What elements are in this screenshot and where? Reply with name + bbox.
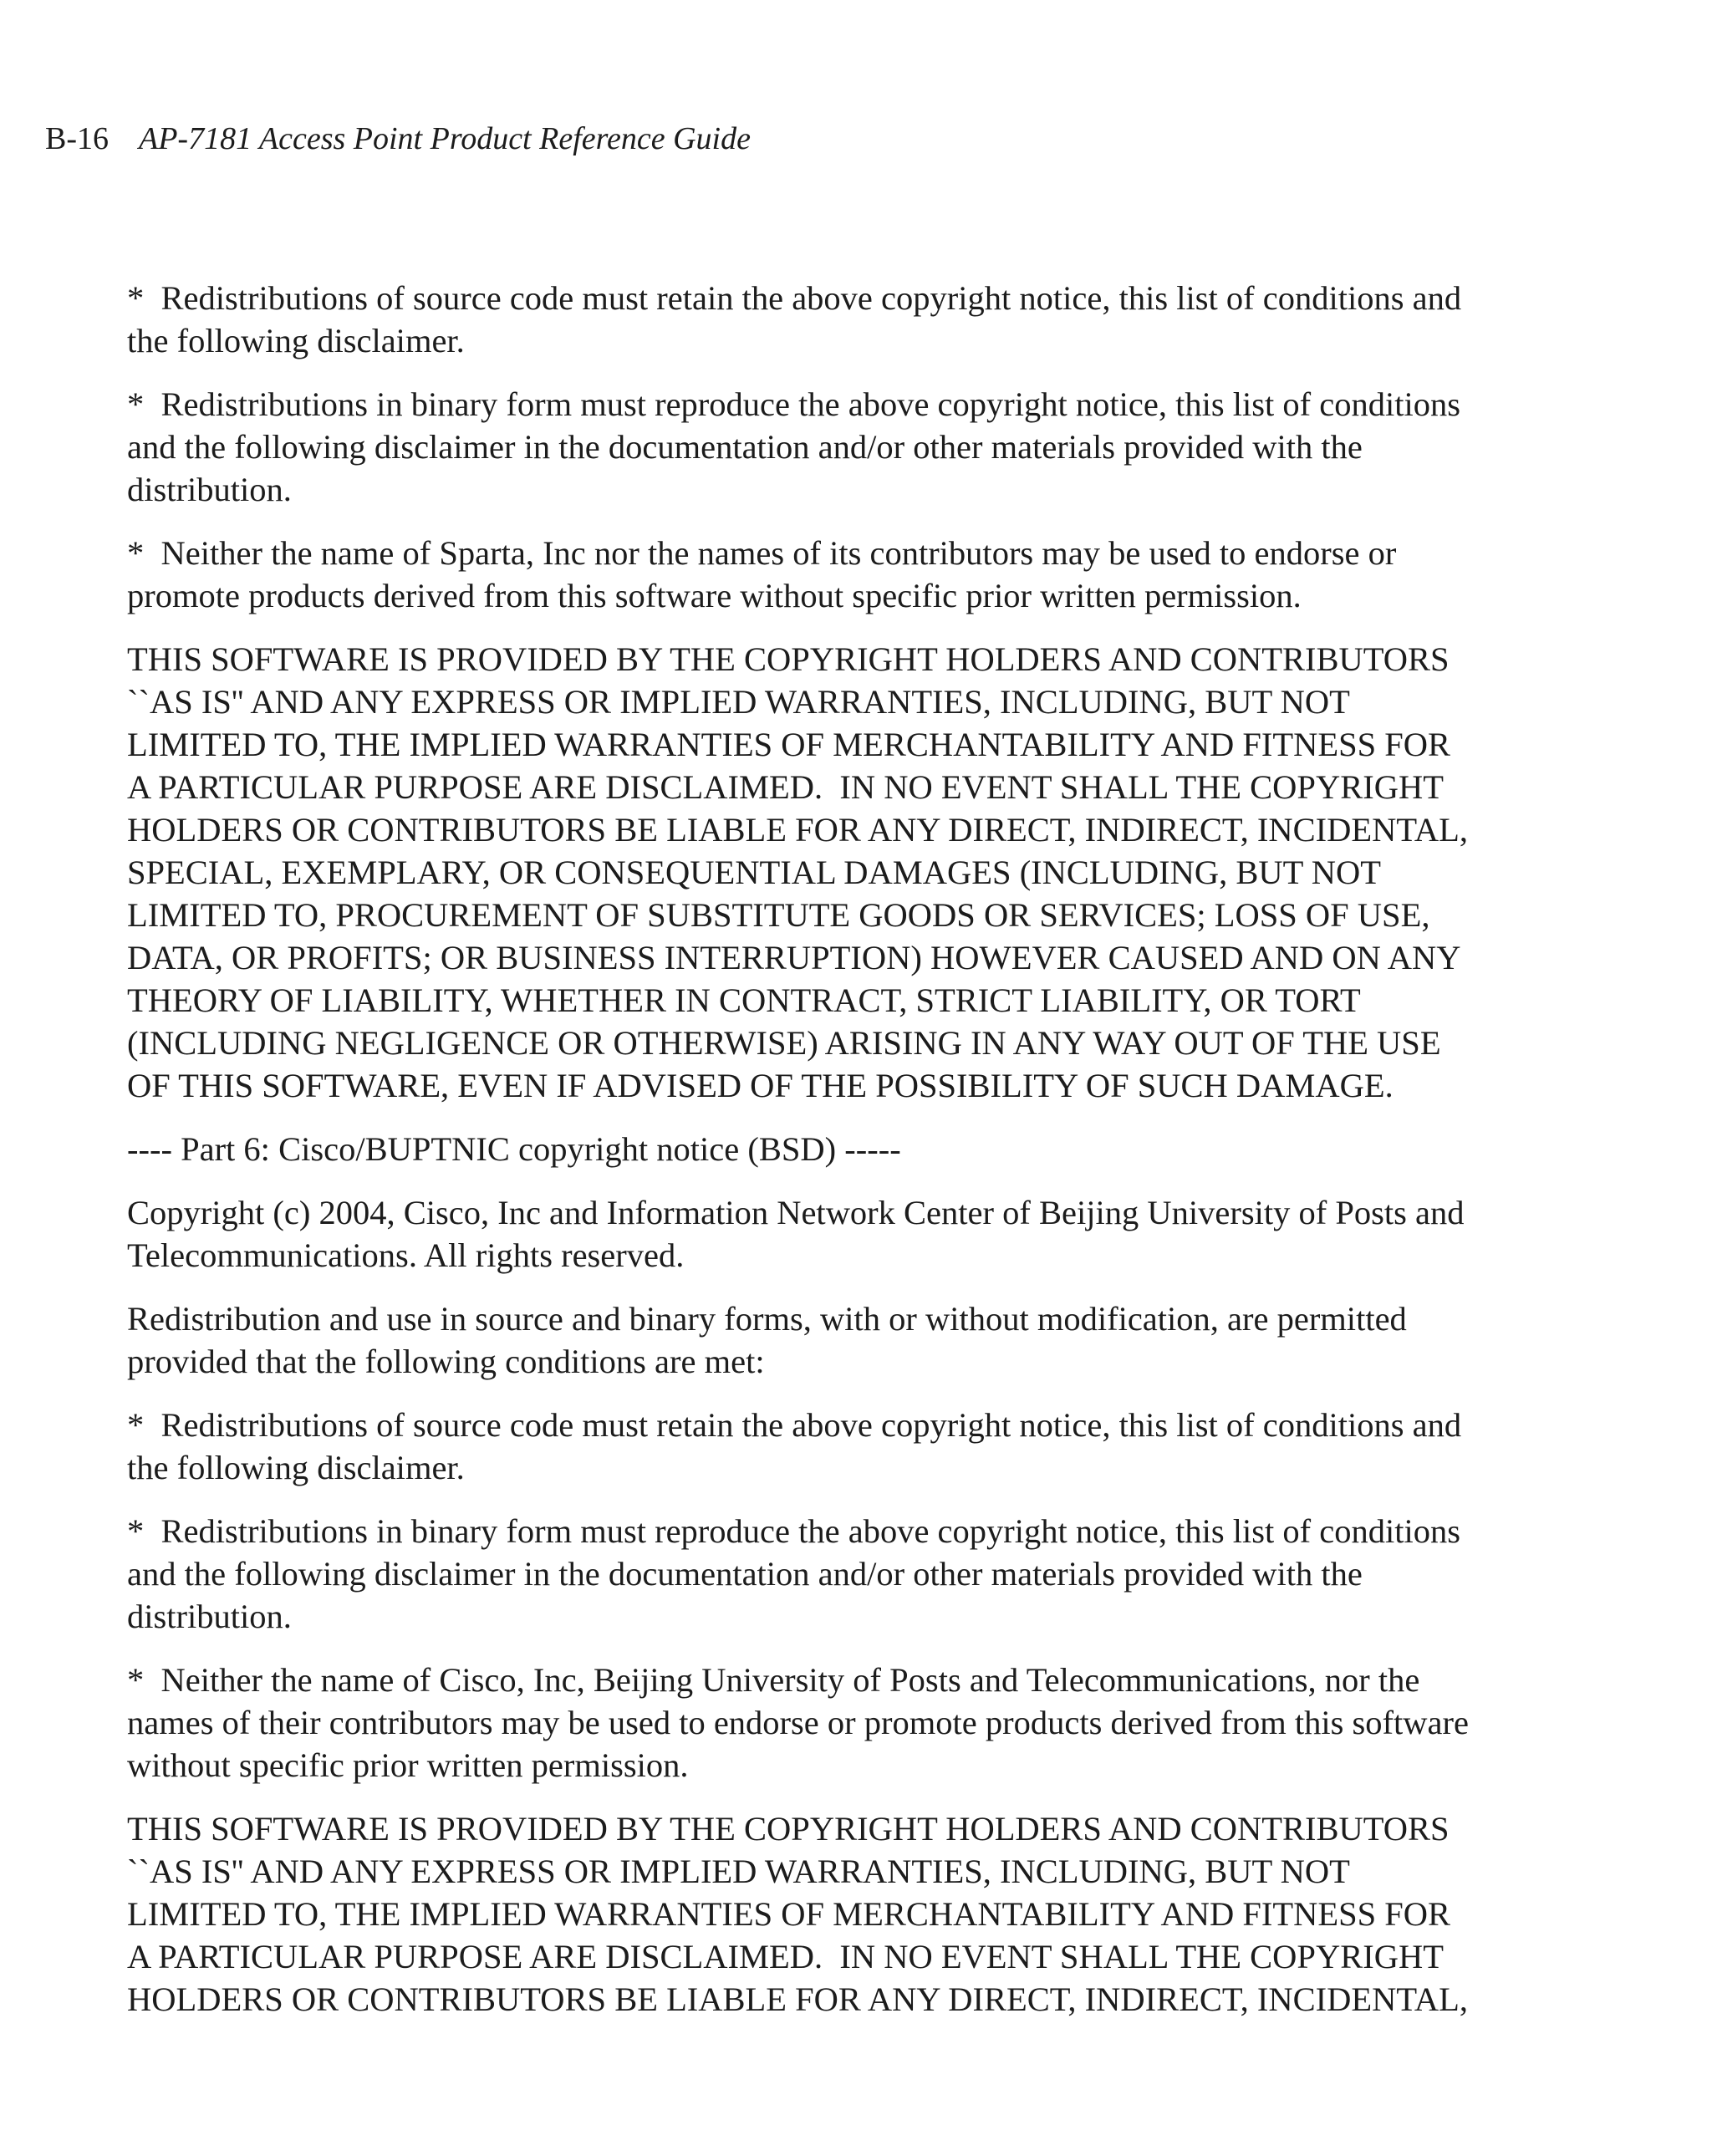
license-paragraph: [127, 1191, 1527, 1277]
text-line: * Redistributions of source code must retain the above copyright notice, this list of conditions and: [127, 279, 1462, 317]
text-line: Redistribution and use in source and binary forms, with or without modification, are permitted: [127, 1300, 1407, 1338]
text-line: * Redistributions in binary form must reproduce the above copyright notice, this list of conditions: [127, 1512, 1460, 1550]
text-line: SPECIAL, EXEMPLARY, OR CONSEQUENTIAL DAMAGES (INCLUDING, BUT NOT: [127, 854, 1382, 891]
license-paragraph: [127, 1659, 1527, 1786]
text-line: A PARTICULAR PURPOSE ARE DISCLAIMED. IN NO EVENT SHALL THE COPYRIGHT: [127, 1938, 1444, 1975]
text-line: and the following disclaimer in the documentation and/or other materials provided with the: [127, 1555, 1363, 1593]
text-line: the following disclaimer.: [127, 1449, 465, 1486]
page-number: B-16: [45, 121, 109, 156]
text-line: HOLDERS OR CONTRIBUTORS BE LIABLE FOR ANY DIRECT, INDIRECT, INCIDENTAL,: [127, 1980, 1468, 2018]
license-paragraph: [127, 1807, 1527, 2021]
text-line: A PARTICULAR PURPOSE ARE DISCLAIMED. IN NO EVENT SHALL THE COPYRIGHT: [127, 768, 1444, 806]
text-line: OF THIS SOFTWARE, EVEN IF ADVISED OF THE POSSIBILITY OF SUCH DAMAGE.: [127, 1067, 1394, 1104]
text-line: the following disclaimer.: [127, 322, 465, 359]
license-paragraph: [127, 1404, 1527, 1489]
license-paragraph: [127, 1128, 1527, 1170]
license-text-body: [127, 277, 1527, 2041]
text-line: promote products derived from this software without specific prior written permission.: [127, 577, 1302, 614]
text-line: distribution.: [127, 1598, 292, 1635]
text-line: * Redistributions in binary form must reproduce the above copyright notice, this list of conditions: [127, 385, 1460, 423]
text-line: (INCLUDING NEGLIGENCE OR OTHERWISE) ARISING IN ANY WAY OUT OF THE USE: [127, 1024, 1441, 1062]
text-line: distribution.: [127, 471, 292, 508]
page-header: [45, 119, 751, 159]
license-paragraph: [127, 277, 1527, 362]
text-line: THIS SOFTWARE IS PROVIDED BY THE COPYRIGHT HOLDERS AND CONTRIBUTORS: [127, 640, 1450, 678]
text-line: LIMITED TO, THE IMPLIED WARRANTIES OF MERCHANTABILITY AND FITNESS FOR: [127, 726, 1451, 763]
text-line: * Neither the name of Sparta, Inc nor the names of its contributors may be used to endorse or: [127, 534, 1397, 572]
text-line: names of their contributors may be used to endorse or promote products derived from this software: [127, 1704, 1469, 1741]
license-paragraph: [127, 532, 1527, 617]
text-line: and the following disclaimer in the documentation and/or other materials provided with the: [127, 428, 1363, 466]
text-line: without specific prior written permission.: [127, 1746, 689, 1784]
text-line: provided that the following conditions are met:: [127, 1343, 765, 1380]
license-paragraph: [127, 1297, 1527, 1383]
text-line: * Neither the name of Cisco, Inc, Beijing University of Posts and Telecommunications, nor the: [127, 1661, 1420, 1699]
text-line: THEORY OF LIABILITY, WHETHER IN CONTRACT, STRICT LIABILITY, OR TORT: [127, 981, 1361, 1019]
text-line: ``AS IS'' AND ANY EXPRESS OR IMPLIED WARRANTIES, INCLUDING, BUT NOT: [127, 683, 1350, 721]
text-line: Telecommunications. All rights reserved.: [127, 1236, 685, 1274]
text-line: ``AS IS'' AND ANY EXPRESS OR IMPLIED WARRANTIES, INCLUDING, BUT NOT: [127, 1853, 1350, 1890]
text-line: LIMITED TO, PROCUREMENT OF SUBSTITUTE GOODS OR SERVICES; LOSS OF USE,: [127, 896, 1430, 934]
text-line: HOLDERS OR CONTRIBUTORS BE LIABLE FOR ANY DIRECT, INDIRECT, INCIDENTAL,: [127, 811, 1468, 849]
text-line: * Redistributions of source code must retain the above copyright notice, this list of conditions and: [127, 1406, 1462, 1444]
license-paragraph: [127, 638, 1527, 1107]
text-line: Copyright (c) 2004, Cisco, Inc and Information Network Center of Beijing University of Posts and: [127, 1194, 1465, 1231]
license-paragraph: [127, 383, 1527, 511]
document-title: AP-7181 Access Point Product Reference Guide: [139, 121, 751, 156]
text-line: LIMITED TO, THE IMPLIED WARRANTIES OF MERCHANTABILITY AND FITNESS FOR: [127, 1895, 1451, 1933]
license-paragraph: [127, 1510, 1527, 1638]
text-line: DATA, OR PROFITS; OR BUSINESS INTERRUPTION) HOWEVER CAUSED AND ON ANY: [127, 939, 1461, 976]
text-line: ---- Part 6: Cisco/BUPTNIC copyright notice (BSD) -----: [127, 1130, 901, 1168]
text-line: THIS SOFTWARE IS PROVIDED BY THE COPYRIGHT HOLDERS AND CONTRIBUTORS: [127, 1810, 1450, 1848]
